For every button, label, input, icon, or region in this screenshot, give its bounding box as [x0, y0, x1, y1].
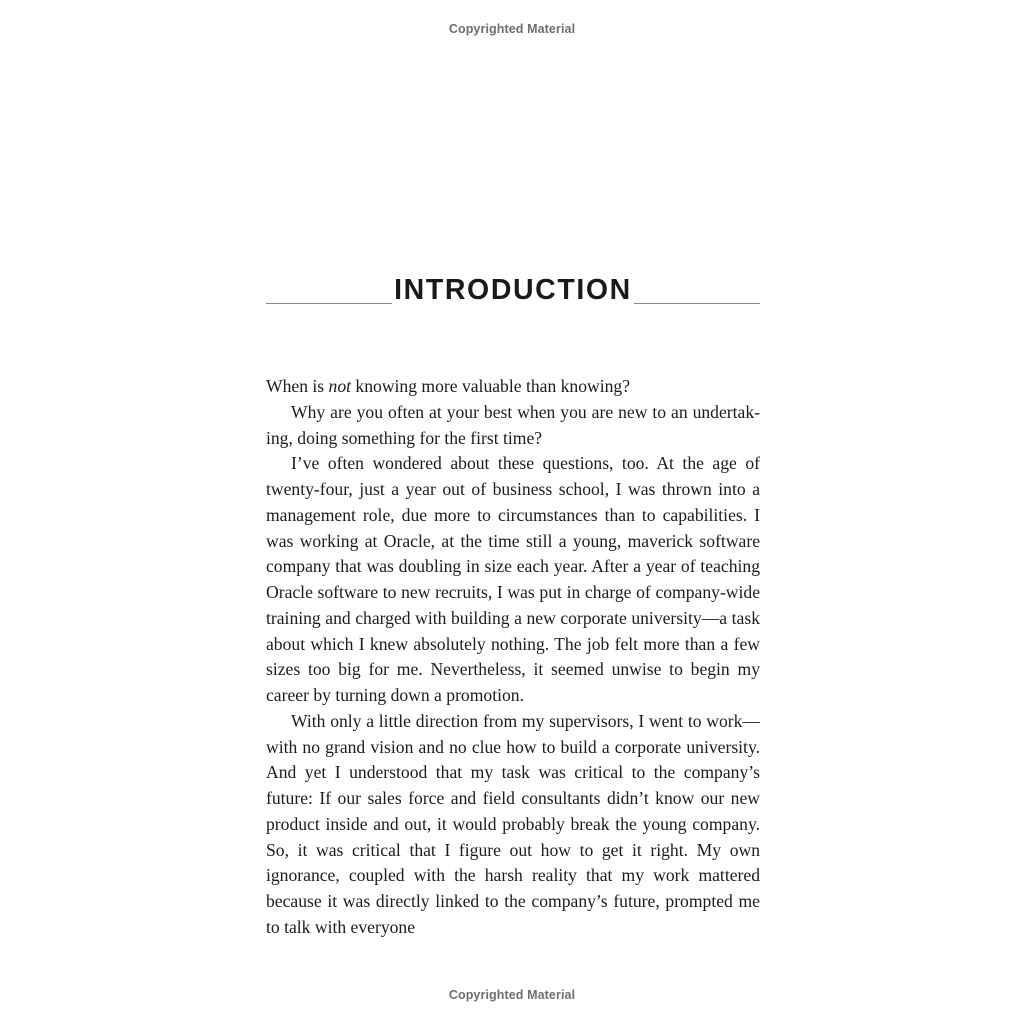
paragraph-4: With only a little direction from my supervisors, I went to work— with no grand vision and no clue how to build a corporate university. And yet I understood that my task was critical to the company’s future: If our sales force and field consultants didn’t know our new product inside and out, it would probably break the young company. So, it was critical that I figure out how to get it right. My own ignorance, coupled with the harsh reality that my work mattered because it was directly linked to the company’s future, prompted me to talk with everyone [266, 710, 760, 937]
paragraph-1-after: knowing more valuable than knowing? [351, 376, 631, 396]
chapter-title-text: INTRODUCTION [394, 274, 632, 306]
paragraph-2: Why are you often at your best when you are new to an undertaking, doing something for the first time? [266, 401, 760, 448]
chapter-heading [266, 274, 760, 306]
paragraph-3: I’ve often wondered about these questions, too. At the age of twenty-four, just a year out of business school, I was thrown into a management role, due more to circumstances than to capabilities. I was working at Oracle, at the time still a young, maverick software company that was doubling in size each year. After a year of teaching Oracle software to new recruits, I was put in charge of company-wide training and charged with building a new corporate university—a task about which I knew absolutely nothing. The job felt more than a few sizes too big for me. Nevertheless, it seemed unwise to begin my career by turning down a promotion. [266, 453, 760, 705]
body-text [266, 374, 760, 941]
chapter-title [266, 274, 760, 306]
paragraph-1-emphasis: not [328, 376, 352, 396]
copyright-watermark-bottom: Copyrighted Material [448, 988, 576, 1002]
paragraph-1-before: When is [266, 376, 329, 396]
paragraph-1 [266, 374, 760, 400]
copyright-watermark-top: Copyrighted Material [448, 22, 576, 36]
